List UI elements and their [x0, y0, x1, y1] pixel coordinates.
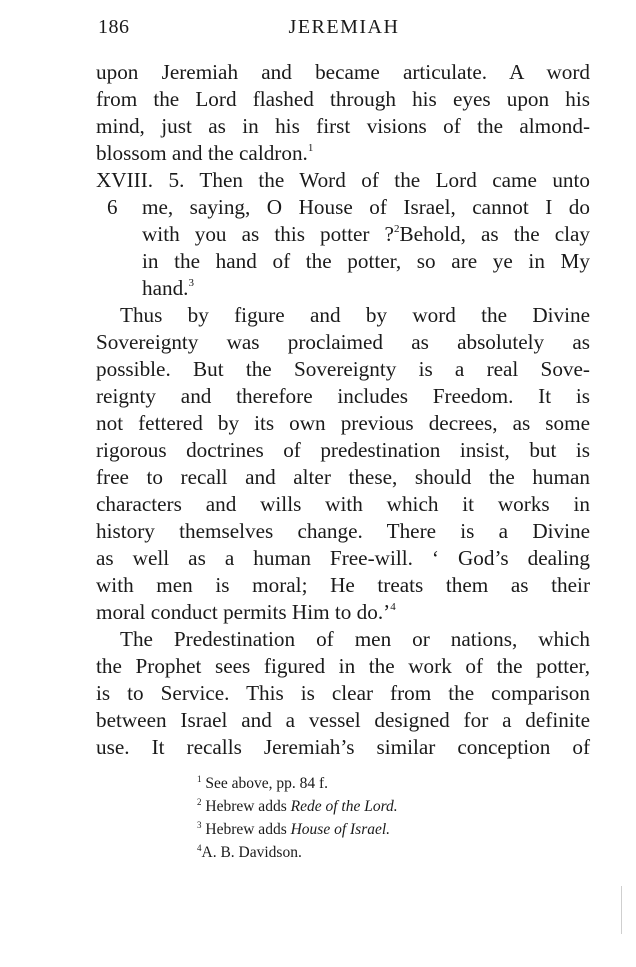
body-line: possible. But the Sovereignty is a real Sove-	[96, 357, 590, 381]
running-head: JEREMIAH	[288, 16, 400, 38]
quote-line-text: hand.	[142, 276, 189, 300]
footnotes	[197, 772, 517, 864]
page-header	[98, 16, 590, 42]
body-line-text: blossom and the caldron.	[96, 141, 308, 165]
footnote-mark: 3	[197, 820, 202, 830]
body-line	[96, 599, 590, 625]
footnote-ref: 4	[390, 601, 396, 613]
body-line: between Israel and a vessel designed for a definite	[96, 708, 590, 732]
body-line: use. It recalls Jeremiah’s similar conception of	[96, 735, 590, 759]
footnote	[197, 772, 517, 795]
body-line: mind, just as in his first visions of the almond-	[96, 114, 590, 138]
paragraph-first-line: The Predestination of men or nations, which	[120, 627, 590, 651]
body-line: upon Jeremiah and became articulate. A word	[96, 60, 590, 84]
footnote	[197, 841, 517, 864]
body-line: as well as a human Free-will. ‘ God’s dealing	[96, 546, 590, 570]
quote-line: in the hand of the potter, so are ye in My	[142, 249, 590, 273]
body-line: with men is moral; He treats them as their	[96, 573, 590, 597]
body-line: is to Service. This is clear from the comparison	[96, 681, 590, 705]
footnote-text: A. B. Davidson.	[201, 844, 302, 861]
body-line: the Prophet sees figured in the work of the potter,	[96, 654, 590, 678]
footnote-ref: 1	[307, 142, 314, 154]
footnote-text: Hebrew adds	[205, 821, 291, 838]
footnote-text: See above, pp. 84 f.	[205, 775, 329, 792]
footnote-text: Hebrew adds	[205, 798, 291, 815]
footnote-mark: 4	[197, 843, 202, 853]
verse-number: 6	[107, 195, 118, 219]
body-line: reignty and therefore includes Freedom. It is	[96, 384, 590, 408]
scripture-reference-line: XVIII. 5. Then the Word of the Lord came unto	[96, 168, 590, 192]
paragraph-first-line: Thus by figure and by word the Divine	[120, 303, 590, 327]
page-edge-mark	[621, 886, 622, 934]
body-line: not fettered by its own previous decrees, as some	[96, 411, 590, 435]
body-line: characters and wills with which it works in	[96, 492, 590, 516]
footnote-title: Rede of the Lord.	[290, 798, 398, 815]
footnote-ref: 2	[393, 223, 400, 235]
body-line	[96, 140, 590, 166]
body-line-text: moral conduct permits Him to do.’	[96, 600, 391, 624]
body-line: rigorous doctrines of predestination insist, but is	[96, 438, 590, 462]
footnote	[197, 818, 517, 841]
footnote-mark: 1	[197, 774, 202, 784]
footnote-mark: 2	[197, 797, 202, 807]
footnote	[197, 795, 517, 818]
quote-line-text: with you as this potter ?	[142, 222, 394, 246]
footnote-title: House of Israel.	[290, 821, 391, 838]
body-line: from the Lord flashed through his eyes upon his	[96, 87, 590, 111]
body-line: free to recall and alter these, should the human	[96, 465, 590, 489]
body-line: Sovereignty was proclaimed as absolutely as	[96, 330, 590, 354]
quote-line	[142, 275, 590, 301]
quote-line: me, saying, O House of Israel, cannot I do	[142, 195, 590, 219]
quote-line	[142, 221, 590, 247]
page-number: 186	[98, 16, 130, 38]
body-line: history themselves change. There is a Divine	[96, 519, 590, 543]
quote-line-text: Behold, as the clay	[399, 222, 590, 246]
footnote-ref: 3	[188, 277, 194, 289]
